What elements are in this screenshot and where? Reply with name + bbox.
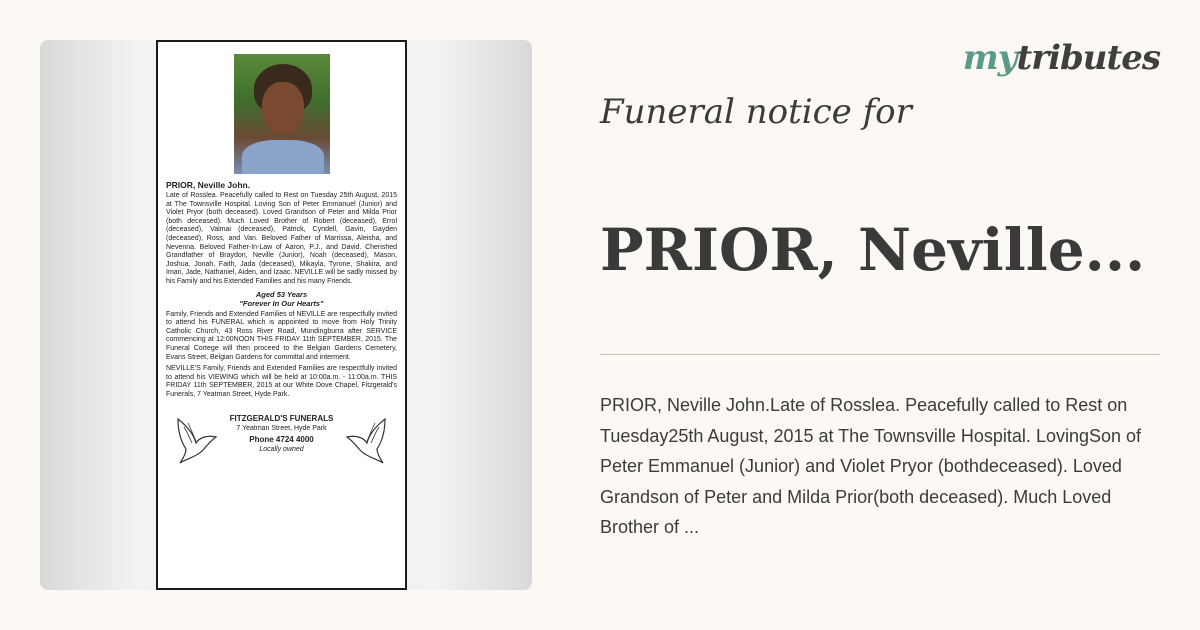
notice-viewing-details: NEVILLE'S Family, Friends and Extended Families are respectfully invited to attend his VIEWING which will be held at 10:00a.m. - 11:00a.m. THIS FRIDAY 11th SEPTEMBER, 2015 at our White Dove Chapel, Fitzgerald's Funerals, 7 Yeatman Street, Hyde Park. [166,365,397,398]
funeral-director-phone: Phone 4724 4000 [249,435,314,445]
logo-part-my: my [962,38,1017,78]
notice-body: Late of Rosslea. Peacefully called to Rest on Tuesday 25th August, 2015 at The Townsville Hospital. Loving Son of Peter Emmanuel (Junior) and Violet Pryor (both deceased). Loved Grandson of Peter and Milda Prior (both deceased). Much Loved Brother of Robert (deceased), Errol (deceased), Valmai (deceased), Patrick, Cyndell, Gavin, Gayden (deceased), Ross, and Van. Beloved Father of Marrissa, Aleisha, and Nevenna. Beloved Father-In-Law of Aaron, P.J., and David. Cherished Grandfather of Braydon, Neville (Junior), Noah (deceased), Mason, Joshua, Jonah, Faith, Jada (deceased), Mikayla, Tyrone, Shakira, and Imari, Jade, Nathaniel, Aiden, and Izaac. NEVILLE will be sadly missed by his Family and his Extended Families and his many Friends. [166,192,397,285]
funeral-director-owned: Locally owned [259,446,304,454]
newspaper-notice [156,40,407,590]
portrait-shirt [242,140,324,174]
funeral-director-block [166,413,397,473]
funeral-director-address: 7 Yeatman Street, Hyde Park [236,425,327,433]
dove-icon [343,413,389,465]
dove-icon [174,413,220,465]
page-title: PRIOR, Neville... [600,216,1146,284]
portrait-face [262,82,304,134]
notice-name: PRIOR, Neville John. [166,180,251,190]
notice-funeral-details: Family, Friends and Extended Families of NEVILLE are respectfully invited to attend his FUNERAL which is appointed to move from Holy Trinity Catholic Church, 43 Ross River Road, Mundingburra after SERVICE commencing at 12:00NOON THIS FRIDAY 11th SEPTEMBER, 2015. The Funeral Cortege will then proceed to the Belgian Gardens Cemetery, Evans Street, Belgian Gardens for committal and interment. [166,310,397,361]
notice-age: Aged 53 Years [255,289,308,299]
notice-tagline: "Forever In Our Hearts" [239,298,324,308]
divider [600,354,1160,355]
mytributes-logo[interactable] [963,38,1160,78]
notice-image-panel [40,40,532,590]
funeral-director-name: FITZGERALD'S FUNERALS [229,414,334,424]
page-subtitle: Funeral notice for [600,92,912,132]
portrait-photo [234,54,330,174]
logo-part-tributes: tributes [1016,38,1160,78]
notice-excerpt: PRIOR, Neville John.Late of Rosslea. Peacefully called to Rest on Tuesday25th August, 2015 at The Townsville Hospital. LovingSon of Peter Emmanuel (Junior) and Violet Pryor (bothdeceased). Loved Grandson of Peter and Milda Prior(both deceased). Much Loved Brother of ... [600,395,1142,537]
